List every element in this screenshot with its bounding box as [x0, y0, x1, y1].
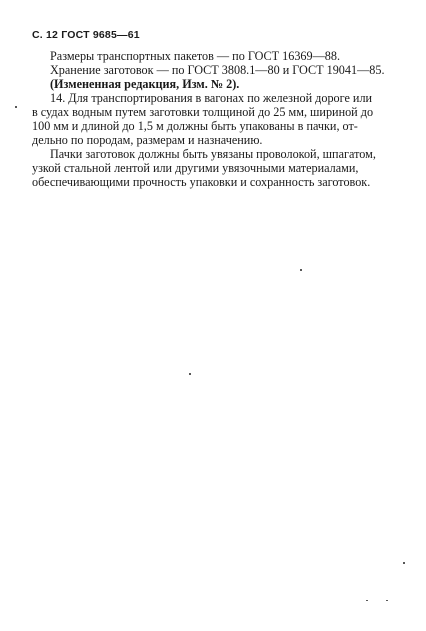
scan-speck [403, 562, 405, 564]
paragraph-revision-note: (Измененная редакция, Изм. № 2). [50, 77, 240, 91]
paragraph-14-line-2: в судах водным путем заготовки толщиной до 25 мм, шириной до [32, 105, 374, 119]
scan-speck [189, 373, 191, 375]
paragraph-14-line-3: 100 мм и длиной до 1,5 м должны быть упакованы в пачки, от- [32, 119, 358, 133]
paragraph-storage: Хранение заготовок — по ГОСТ 3808.1—80 и ГОСТ 19041—85. [50, 63, 385, 77]
scan-speck [386, 600, 388, 601]
page-header: С. 12 ГОСТ 9685—61 [32, 29, 140, 41]
paragraph-bundles-line-2: узкой стальной лентой или другими увязочными материалами, [32, 161, 359, 175]
paragraph-transport-packages: Размеры транспортных пакетов — по ГОСТ 16369—88. [50, 49, 341, 63]
scan-speck [300, 269, 302, 271]
scan-speck [366, 600, 368, 601]
paragraph-bundles-line-1: Пачки заготовок должны быть увязаны проволокой, шпагатом, [50, 147, 376, 161]
paragraph-bundles-line-3: обеспечивающими прочность упаковки и сохранность заготовок. [32, 175, 371, 189]
paragraph-14-line-4: дельно по породам, размерам и назначению. [32, 133, 263, 147]
paragraph-14-line-1: 14. Для транспортирования в вагонах по железной дороге или [50, 91, 373, 105]
scan-speck [15, 106, 17, 108]
